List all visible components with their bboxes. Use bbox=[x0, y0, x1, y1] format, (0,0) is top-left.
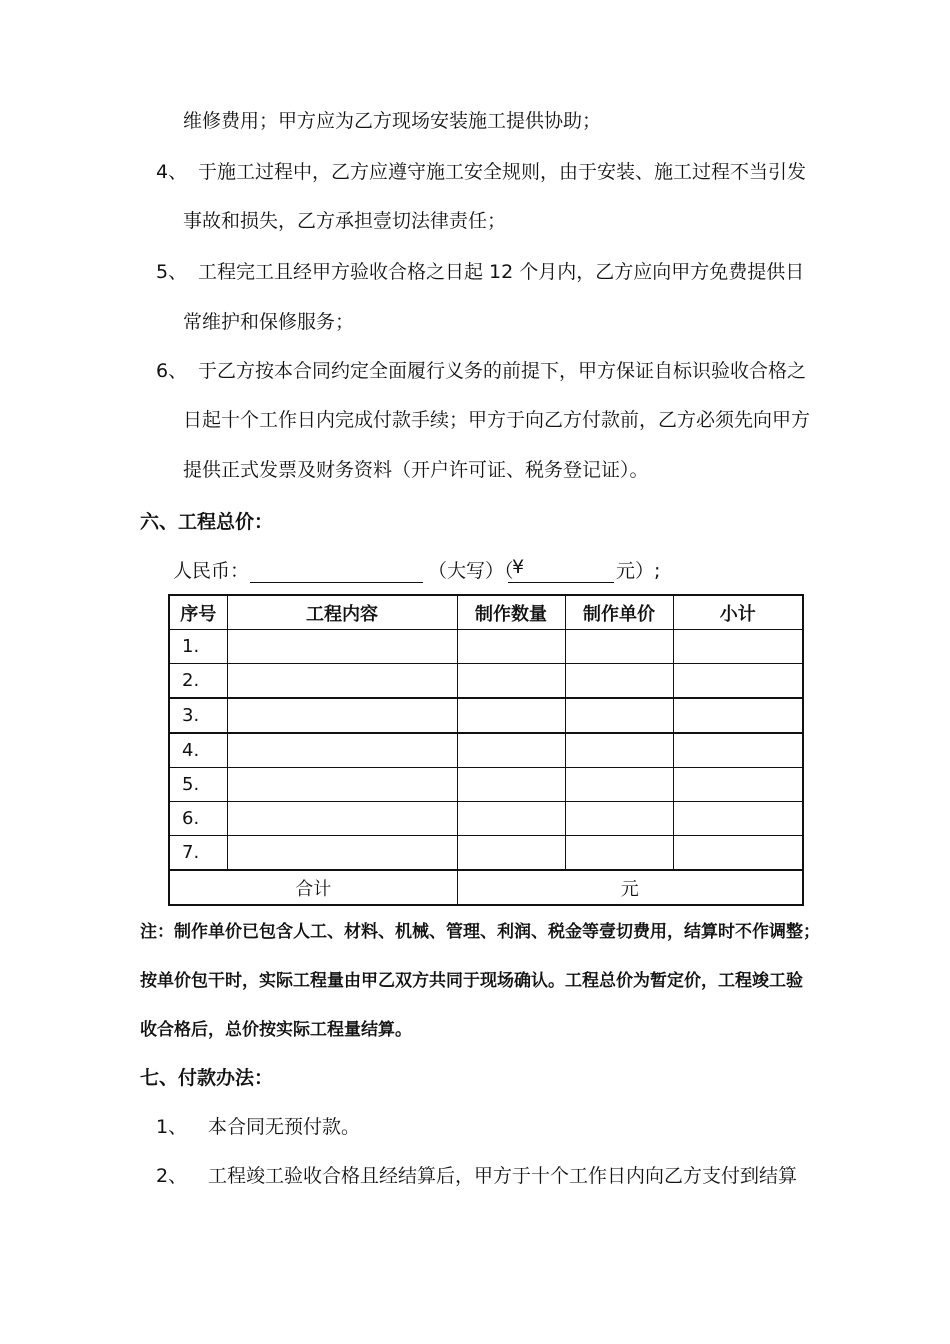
clause-4-line-1: 于施工过程中，乙方应遵守施工安全规则，由于安装、施工过程不当引发 bbox=[198, 161, 807, 183]
table-row bbox=[169, 836, 803, 871]
price-table bbox=[168, 594, 804, 906]
clause-5-line-2: 常维护和保修服务； bbox=[183, 311, 355, 333]
table-row bbox=[169, 733, 803, 768]
row-index: 3. bbox=[169, 698, 227, 733]
table-header-row bbox=[169, 595, 803, 630]
row-content-cell bbox=[227, 768, 457, 802]
header-unit-price: 制作单价 bbox=[565, 595, 673, 630]
daxie-label: （大写）（ bbox=[428, 560, 514, 582]
table-row bbox=[169, 630, 803, 664]
row-subtotal-cell bbox=[673, 802, 803, 836]
payment-item-1-number: 1、 bbox=[156, 1116, 188, 1138]
clause-4-number: 4、 bbox=[156, 161, 188, 183]
row-price-cell bbox=[565, 698, 673, 733]
row-subtotal-cell bbox=[673, 664, 803, 699]
clause-6-number: 6、 bbox=[156, 360, 188, 382]
row-quantity-cell bbox=[457, 836, 565, 871]
amount-figures-blank bbox=[508, 582, 614, 583]
clause-5-number: 5、 bbox=[156, 261, 188, 283]
row-price-cell bbox=[565, 630, 673, 664]
payment-item-2-text: 工程竣工验收合格且经结算后，甲方于十个工作日内向乙方支付到结算 bbox=[208, 1165, 798, 1187]
row-content-cell bbox=[227, 698, 457, 733]
payment-item-2-number: 2、 bbox=[156, 1165, 188, 1187]
table-row bbox=[169, 768, 803, 802]
row-quantity-cell bbox=[457, 630, 565, 664]
row-subtotal-cell bbox=[673, 733, 803, 768]
yen-sign: ¥ bbox=[512, 556, 525, 578]
note-line-1: 注：制作单价已包含人工、材料、机械、管理、利润、税金等壹切费用，结算时不作调整； bbox=[140, 922, 820, 942]
rmb-label: 人民币： bbox=[173, 560, 250, 582]
row-quantity-cell bbox=[457, 698, 565, 733]
clause-6-line-1: 于乙方按本合同约定全面履行义务的前提下，甲方保证自标识验收合格之 bbox=[198, 360, 807, 382]
row-index: 5. bbox=[169, 768, 227, 802]
table-row bbox=[169, 698, 803, 733]
header-index: 序号 bbox=[169, 595, 227, 630]
row-price-cell bbox=[565, 768, 673, 802]
row-index: 2. bbox=[169, 664, 227, 699]
row-index: 4. bbox=[169, 733, 227, 768]
row-price-cell bbox=[565, 836, 673, 871]
row-index: 7. bbox=[169, 836, 227, 871]
row-quantity-cell bbox=[457, 664, 565, 699]
row-price-cell bbox=[565, 733, 673, 768]
header-content: 工程内容 bbox=[227, 595, 457, 630]
section-6-heading: 六、工程总价： bbox=[140, 511, 274, 533]
row-subtotal-cell bbox=[673, 768, 803, 802]
yuan-suffix: 元）; bbox=[616, 560, 661, 582]
row-subtotal-cell bbox=[673, 836, 803, 871]
row-index: 6. bbox=[169, 802, 227, 836]
header-quantity: 制作数量 bbox=[457, 595, 565, 630]
row-content-cell bbox=[227, 802, 457, 836]
amount-words-blank bbox=[250, 582, 423, 583]
clause-5-line-1: 工程完工且经甲方验收合格之日起 12 个月内，乙方应向甲方免费提供日 bbox=[198, 261, 805, 283]
row-content-cell bbox=[227, 630, 457, 664]
row-quantity-cell bbox=[457, 733, 565, 768]
row-price-cell bbox=[565, 802, 673, 836]
clause-6-line-2: 日起十个工作日内完成付款手续；甲方于向乙方付款前，乙方必须先向甲方 bbox=[183, 409, 811, 431]
row-subtotal-cell bbox=[673, 630, 803, 664]
note-line-3: 收合格后，总价按实际工程量结算。 bbox=[140, 1020, 412, 1040]
row-quantity-cell bbox=[457, 768, 565, 802]
clause-4-line-2: 事故和损失，乙方承担壹切法律责任； bbox=[183, 210, 507, 232]
header-subtotal: 小计 bbox=[673, 595, 803, 630]
payment-item-1-text: 本合同无预付款。 bbox=[208, 1116, 361, 1138]
table-row bbox=[169, 664, 803, 699]
row-content-cell bbox=[227, 836, 457, 871]
row-index: 1. bbox=[169, 630, 227, 664]
clause-6-line-3: 提供正式发票及财务资料（开户许可证、税务登记证）。 bbox=[183, 459, 649, 481]
table-row bbox=[169, 802, 803, 836]
row-subtotal-cell bbox=[673, 698, 803, 733]
row-content-cell bbox=[227, 733, 457, 768]
table-total-row bbox=[169, 870, 803, 905]
section-7-heading: 七、付款办法： bbox=[140, 1067, 274, 1089]
clause-3-continuation: 维修费用；甲方应为乙方现场安装施工提供协助； bbox=[183, 110, 602, 132]
row-content-cell bbox=[227, 664, 457, 699]
row-price-cell bbox=[565, 664, 673, 699]
row-quantity-cell bbox=[457, 802, 565, 836]
note-line-2: 按单价包干时，实际工程量由甲乙双方共同于现场确认。工程总价为暂定价，工程竣工验 bbox=[140, 971, 803, 991]
total-label: 合计 bbox=[169, 870, 457, 905]
total-unit: 元 bbox=[457, 870, 803, 905]
